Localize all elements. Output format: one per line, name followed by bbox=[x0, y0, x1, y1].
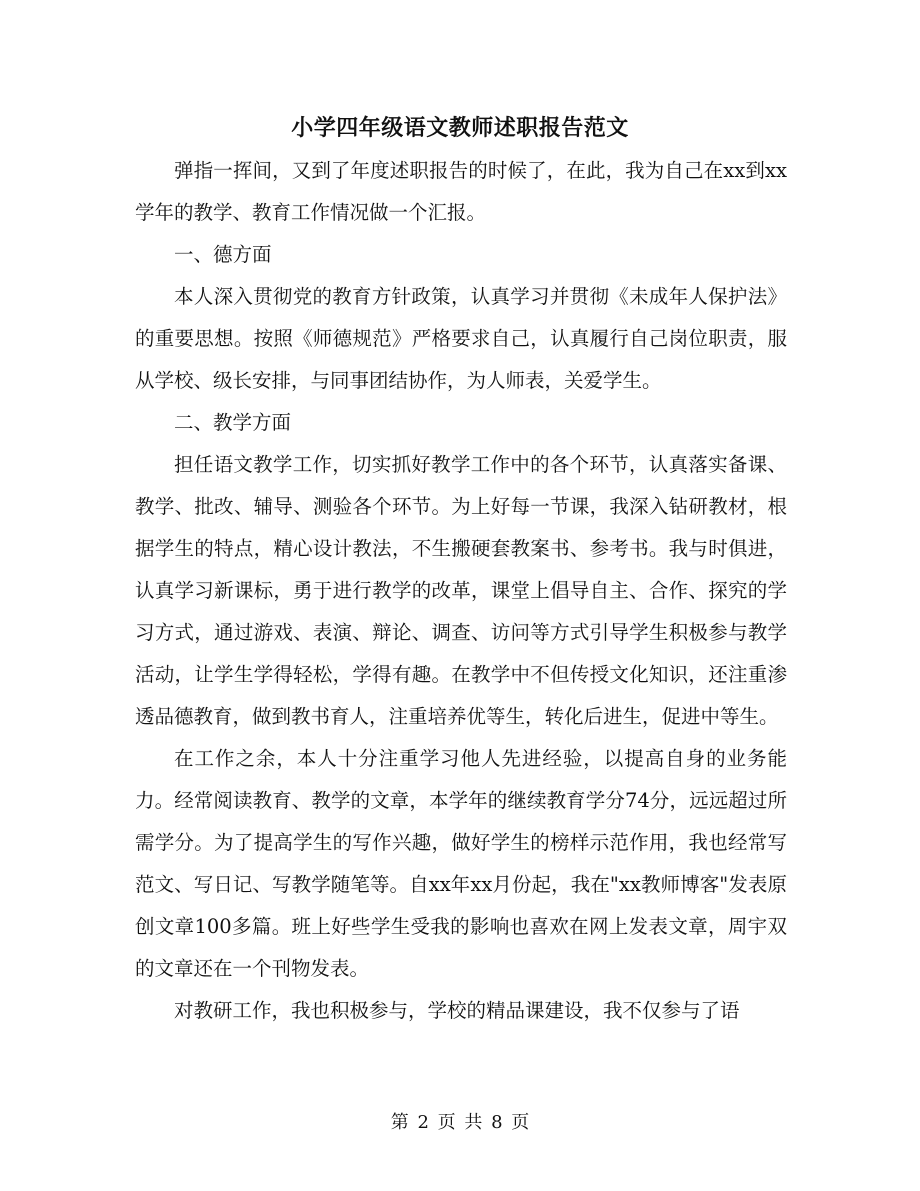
paragraph-intro: 弹指一挥间，又到了年度述职报告的时候了，在此，我为自己在xx到xx学年的教学、教育工作情况做一个汇报。 bbox=[135, 159, 787, 224]
paragraph-self-study: 在工作之余，本人十分注重学习他人先进经验，以提高自身的业务能力。经常阅读教育、教学的文章，本学年的继续教育学分74分，远远超过所需学分。为了提高学生的写作兴趣，做好学生的榜样示范作用，我也经常写范文、写日记、写教学随笔等。自xx年xx月份起，我在"xx教师博客"发表原创文章100多篇。班上好些学生受我的影响也喜欢在网上发表文章，周宇双的文章还在一个刊物发表。 bbox=[135, 747, 787, 980]
section-heading-teaching: 二、教学方面 bbox=[174, 411, 292, 434]
page-footer: 第 2 页 共 8 页 bbox=[390, 1112, 530, 1133]
paragraph-morality: 本人深入贯彻党的教育方针政策，认真学习并贯彻《未成年人保护法》的重要思想。按照《师德规范》严格要求自己，认真履行自己岗位职责，服从学校、级长安排，与同事团结协作，为人师表，关爱学生。 bbox=[135, 285, 787, 392]
document-title: 小学四年级语文教师述职报告范文 bbox=[291, 115, 629, 141]
paragraph-research: 对教研工作，我也积极参与，学校的精品课建设，我不仅参与了语 bbox=[174, 999, 740, 1022]
paragraph-teaching: 担任语文教学工作，切实抓好教学工作中的各个环节，认真落实备课、教学、批改、辅导、测验各个环节。为上好每一节课，我深入钻研教材，根据学生的特点，精心设计教法，不生搬硬套教案书、参考书。我与时俱进，认真学习新课标，勇于进行教学的改革，课堂上倡导自主、合作、探究的学习方式，通过游戏、表演、辩论、调查、访问等方式引导学生积极参与教学活动，让学生学得轻松，学得有趣。在教学中不但传授文化知识，还注重渗透品德教育，做到教书育人，注重培养优等生，转化后进生，促进中等生。 bbox=[135, 453, 787, 728]
document-body bbox=[135, 150, 787, 1032]
section-heading-morality: 一、德方面 bbox=[174, 243, 272, 266]
